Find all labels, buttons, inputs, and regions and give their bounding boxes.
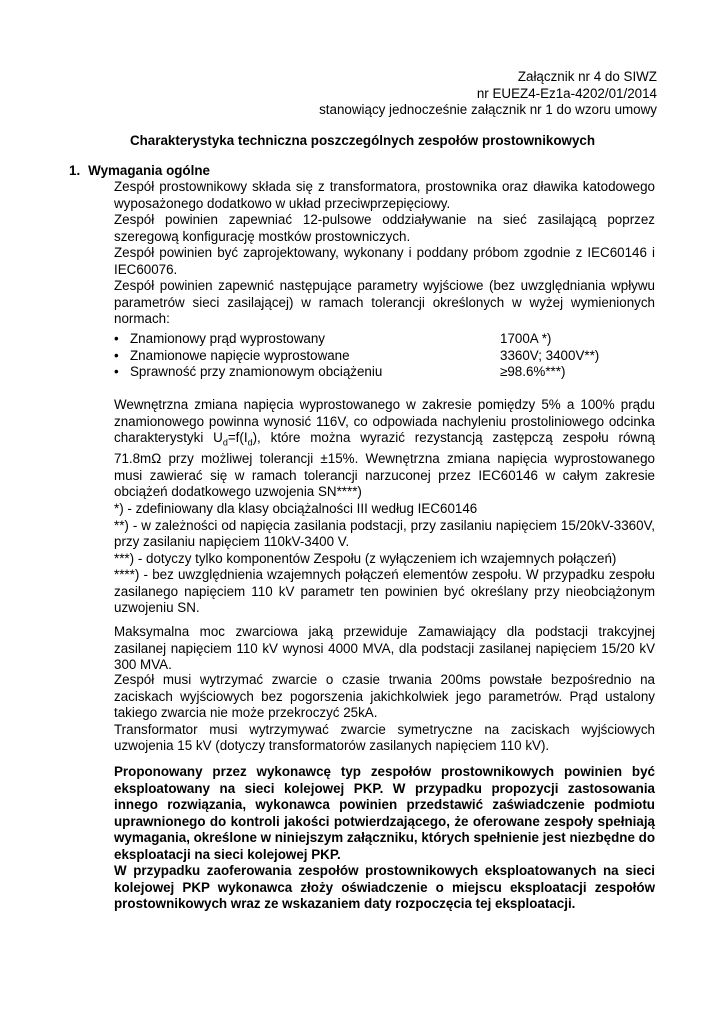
bullet-icon: • xyxy=(114,347,119,363)
subscript-d: d xyxy=(247,437,253,448)
regulation-text: Wewnętrzna zmiana napięcia wyprostowanego w zakresie pomiędzy 5% a 100% prądu znamionowego powinna wynosić 116V, co odpowiada nachyleniu prostoliniowego odcinka charakterystyki U xyxy=(114,397,655,445)
intro-paragraph: Zespół powinien zapewnić następujące parametry wyjściowe (bez uwzględniania wpływu parametrów sieci zasilającej) w ramach tolerancji określonych w wyżej wymienionych normach: xyxy=(114,278,655,326)
bullet-icon: • xyxy=(114,364,119,379)
parameter-label: Znamionowe napięcie wyprostowane xyxy=(130,347,350,363)
attachment-note: stanowiący jednocześnie załącznik nr 1 do wzoru umowy xyxy=(319,102,657,117)
regulation-paragraph xyxy=(114,397,655,501)
footnote: ***) - dotyczy tylko komponentów Zespołu (z wyłączeniem ich wzajemnych połączeń) xyxy=(114,550,617,566)
parameter-item xyxy=(114,331,655,348)
parameter-label: Sprawność przy znamionowym obciążeniu xyxy=(130,364,383,379)
footnote: *) - zdefiniowany dla klasy obciążalności III według IEC60146 xyxy=(114,501,478,516)
intro-paragraph: Zespół prostownikowy składa się z transformatora, prostownika oraz dławika katodowego wyposażonego dodatkowo w układ przeciwprzepięciowy. xyxy=(114,179,655,211)
document-title: Charakterystyka techniczna poszczególnych zespołów prostownikowych xyxy=(129,133,596,148)
attachment-header xyxy=(319,69,657,119)
parameter-item xyxy=(114,364,655,381)
intro-paragraph: Zespół powinien być zaprojektowany, wykonany i poddany próbom zgodnie z IEC60146 i IEC60076. xyxy=(114,245,655,277)
reference-number: nr EUEZ4-Ez1a-4202/01/2014 xyxy=(476,85,657,101)
withstand-block xyxy=(114,672,655,755)
parameter-value: 3360V; 3400V**) xyxy=(500,347,600,363)
attachment-number: Załącznik nr 4 do SIWZ xyxy=(517,69,657,84)
footnote: **) - w zależności od napięcia zasilania podstacji, przy zasilaniu napięciem 15/20kV-3360V, przy zasilaniu napięciem 110kV-3400 V. xyxy=(114,517,655,549)
parameter-value: ≥98.6%***) xyxy=(500,364,566,379)
section-number: 1. xyxy=(69,163,81,178)
parameter-label: Znamionowy prąd wyprostowany xyxy=(130,331,325,346)
subscript-d: d xyxy=(222,437,228,448)
requirement-paragraph: Proponowany przez wykonawcę typ zespołów prostownikowych powinien być eksploatowany na sieci kolejowej PKP. W przypadku propozycji zastosowania innego rozwiązania, wykonawca powinien przedstawić zaświadczenie podmiotu uprawnionego do kontroli jakości potwierdzającego, że oferowane zespoły spełniają wymagania, określone w niniejszym załączniku, których spełnienie jest niezbędne do eksploatacji na sieci kolejowej PKP. xyxy=(114,764,656,862)
footnote: ****) - bez uwzględnienia wzajemnych połączeń elementów zespołu. W przypadku zespołu zasilanego napięciem 110 kV parametr ten powinien być określany przy nieobciążonym uzwojeniu SN. xyxy=(114,567,655,615)
withstand-paragraph: Transformator musi wytrzymywać zwarcie symetryczne na zaciskach wyjściowych uzwojenia 15 kV (dotyczy transformatorów zasilanych napięciem 110 kV). xyxy=(114,721,655,753)
section-heading xyxy=(69,163,210,180)
parameter-value: 1700A *) xyxy=(500,331,552,346)
withstand-paragraph: Zespół musi wytrzymać zwarcie o czasie trwania 200ms powstałe bezpośrednio na zaciskach wyjściowych bez pogorszenia jakichkolwiek jego parametrów. Prąd ustalony takiego zwarcia nie może przekroczyć 25kA. xyxy=(114,672,655,720)
intro-paragraph: Zespół powinien zapewniać 12-pulsowe oddziaływanie na sieć zasilającą poprzez szeregową konfigurację mostków prostowniczych. xyxy=(114,212,655,244)
short-circuit-power-paragraph: Maksymalna moc zwarciowa jaką przewiduje Zamawiający dla podstacji trakcyjnej zasilanej napięciem 110 kV wynosi 4000 MVA, dla podstacji zasilanej napięciem 15/20 kV 300 MVA. xyxy=(114,624,655,672)
regulation-text: =f(I xyxy=(227,430,248,445)
parameter-item xyxy=(114,348,655,365)
section-title: Wymagania ogólne xyxy=(88,163,210,178)
intro-block xyxy=(114,179,655,328)
regulation-text: ), które można wyrazić rezystancją zastępczą zespołu równą 71.8mΩ przy możliwej tolerancji ±15%. Wewnętrzna zmiana napięcia wyprostowanego musi zawierać się w ramach tolerancji narzuconej przez IEC60146 w całym zakresie obciążeń dodatkowego uzwojenia SN****) xyxy=(114,430,655,500)
bullet-icon: • xyxy=(114,331,119,346)
requirement-paragraph: W przypadku zaoferowania zespołów prostownikowych eksploatowanych na sieci kolejowej PKP wykonawca złoży oświadczenie o miejscu eksploatacji zespołów prostownikowych wraz ze wskazaniem daty rozpoczęcia tej eksploatacji. xyxy=(114,863,655,911)
parameter-list xyxy=(114,331,655,381)
footnotes xyxy=(114,501,655,617)
bold-requirements xyxy=(114,764,655,913)
